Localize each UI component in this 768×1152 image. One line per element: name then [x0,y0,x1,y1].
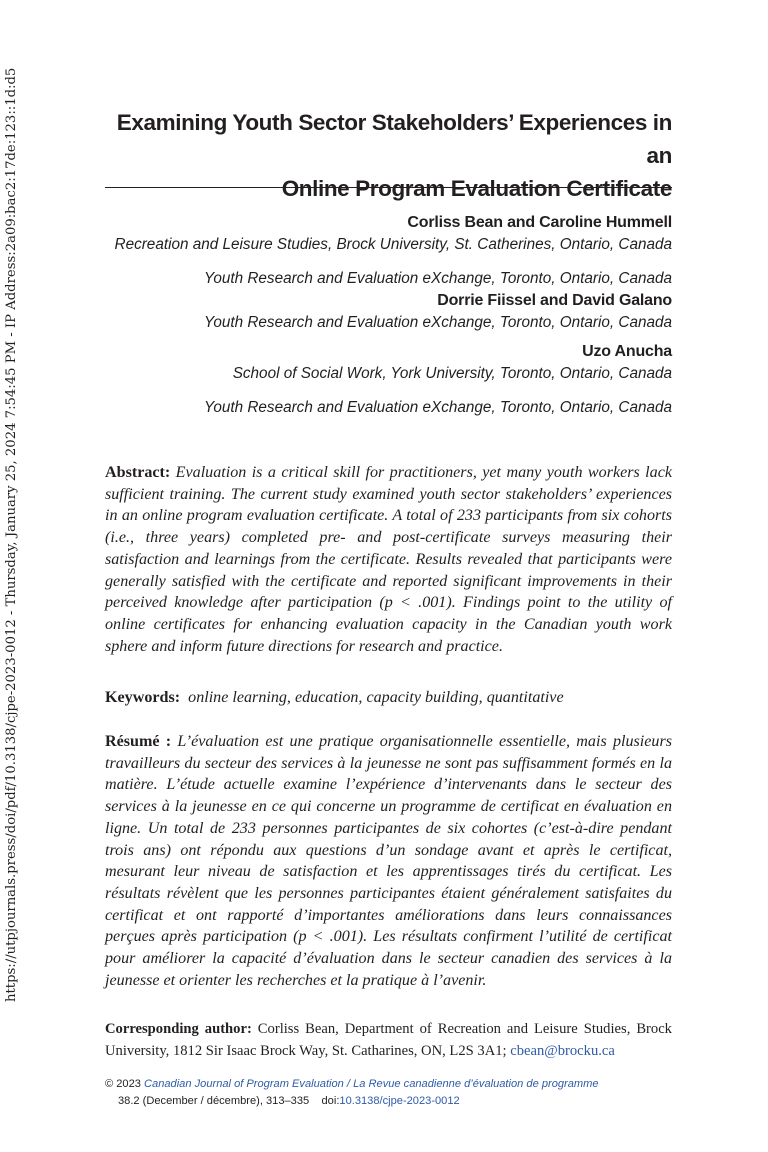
affiliation: Youth Research and Evaluation eXchange, Toronto, Ontario, Canada [203,399,672,416]
author-block [72,212,672,419]
title-divider [105,187,672,188]
title-line-2: Online Program Evaluation Certificate [281,176,672,201]
affiliation: School of Social Work, York University, Toronto, Ontario, Canada [232,365,672,382]
title-line-1: Examining Youth Sector Stakeholders’ Experiences in an [116,110,672,168]
download-watermark: https://utpjournals.press/doi/pdf/10.3138/cjpe-2023-0012 - Thursday, January 25, 2024 7:54:45 PM - IP Address:2a09:bac2:17de:123::1d:d5 [4,67,19,1002]
resume-label: Résumé : [105,733,172,750]
corresponding-label: Corresponding author: [105,1021,252,1037]
footer-line-2 [105,1093,672,1110]
journal-footer [105,1076,672,1110]
affiliation: Youth Research and Evaluation eXchange, Toronto, Ontario, Canada [203,270,672,287]
resume-text: L’évaluation est une pratique organisationnelle essentielle, mais plusieurs travailleurs du secteur des services à la jeunesse ne sont pas suffisamment formés en la matière. L’étude actuelle examine l’expérience d’intervenants dans le secteur des services à la jeunesse en ce qui concerne un programme de certificat en évaluation en ligne. Un total de 233 personnes participantes de six cohortes (c’est-à-dire pendant trois ans) ont répondu aux questions d’un sondage avant et après le certificat, mesurant leur niveau de satisfaction et les apprentissages tirés du certificat. Les résultats révèlent que les personnes participantes étaient généralement satisfaites du certificat et ont rapporté d’importantes améliorations dans leurs connaissances perçues après participation (p < .001). Les résultats confirment l’utilité de certificat pour améliorer la capacité d’évaluation dans le secteur canadien des services à la jeunesse et orienter les recherches et la pratique à l’avenir. [105,733,672,989]
abstract-paragraph [105,462,672,657]
author-group-2 [72,290,672,334]
affiliation: Youth Research and Evaluation eXchange, Toronto, Ontario, Canada [203,314,672,331]
resume-paragraph [105,731,672,991]
author-names: Uzo Anucha [582,343,672,360]
author-group-1 [72,212,672,290]
corresponding-author [105,1019,672,1062]
keywords-text: online learning, education, capacity building, quantitative [188,689,564,706]
keywords-label: Keywords: [105,689,181,706]
doi-label: doi: [321,1095,340,1107]
abstract-text: Evaluation is a critical skill for practitioners, yet many youth workers lack sufficient training. The current study examined youth sector stakeholders’ experiences in an online program evaluation certificate. A total of 233 participants from six cohorts (i.e., three years) completed pre- and post-certificate surveys measuring their satisfaction and learnings from the certificate. Results revealed that participants were generally satisfied with the certificate and reported significant improvements in their perceived knowledge after participation (p < .001). Findings point to the utility of online certificates for enhancing evaluation capacity in the Canadian youth work sphere and inform future directions for research and practice. [105,464,672,655]
abstract-label: Abstract: [105,464,171,481]
copyright: © 2023 [105,1078,141,1090]
corresponding-email-link[interactable]: cbean@brocku.ca [510,1042,615,1059]
journal-link[interactable]: Canadian Journal of Program Evaluation / La Revue canadienne d’évaluation de programme [144,1078,599,1090]
affiliation: Recreation and Leisure Studies, Brock University, St. Catherines, Ontario, Canada [114,236,672,253]
author-group-3 [72,341,672,419]
footer-line-1 [105,1076,672,1093]
article-title [92,106,672,205]
author-names: Corliss Bean and Caroline Hummell [407,214,672,231]
corresponding-text: Corliss Bean, Department of Recreation and Leisure Studies, Brock University, 1812 Sir Isaac Brock Way, St. Catharines, ON, L2S 3A1; [105,1021,672,1059]
issue-info: 38.2 (December / décembre), 313–335 [118,1095,310,1107]
doi-link[interactable]: 10.3138/cjpe-2023-0012 [339,1095,460,1107]
author-names: Dorrie Fiissel and David Galano [437,292,672,309]
keywords-line [105,687,672,709]
